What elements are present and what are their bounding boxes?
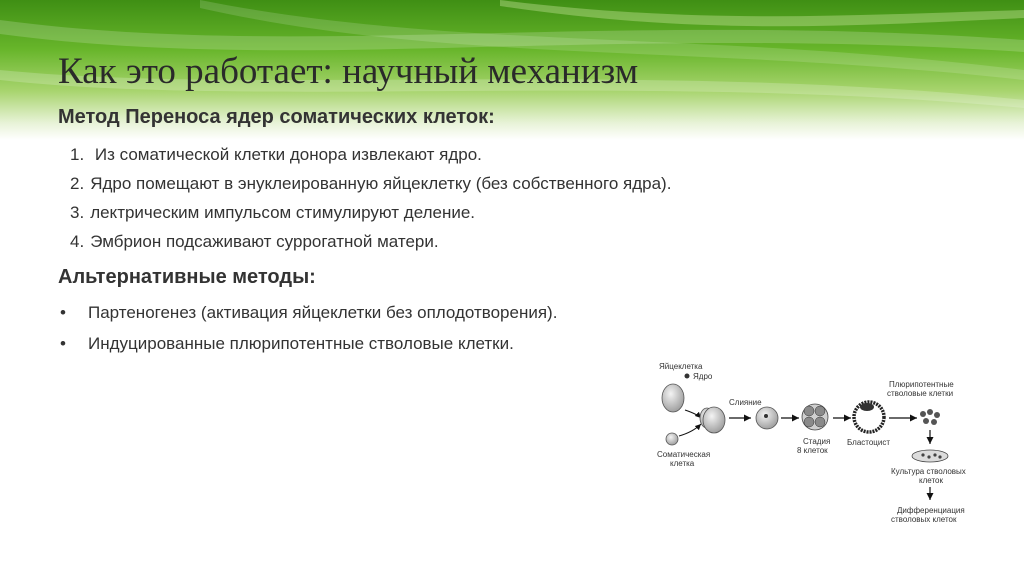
eight-cell-stage-icon: [802, 404, 828, 430]
list-item: 4. Эмбрион подсаживают суррогатной матери.: [70, 232, 439, 251]
egg-cell-icon: [662, 384, 684, 412]
culture-label-line1: Культура стволовых: [891, 467, 966, 476]
zygote-icon: [756, 407, 778, 429]
list-item: 1. Из соматической клетки донора извлекают ядро.: [70, 145, 482, 164]
list-item: 2. Ядро помещают в энуклеированную яйцеклетку (без собственного ядра).: [70, 174, 672, 193]
steps-list: [70, 140, 677, 256]
blastocyst-label: Бластоцист: [847, 438, 891, 447]
pluripotent-label-line1: Плюрипотентные: [889, 380, 954, 389]
somatic-cell-icon: [666, 433, 678, 445]
differentiation-label-line1: Дифференциация: [897, 506, 965, 515]
arrow-icon: [685, 410, 701, 418]
bullet-icon: •: [60, 303, 66, 322]
alternatives-list: [60, 297, 557, 359]
nucleus-label: Ядро: [693, 372, 713, 381]
nucleus-dot-icon: [685, 374, 690, 379]
nucleus-dot-icon: [764, 414, 768, 418]
somatic-label-line2: клетка: [670, 459, 695, 468]
fusion-label: Слияние: [729, 398, 762, 407]
section-heading-scnt: Метод Переноса ядер соматических клеток:: [58, 106, 495, 128]
cloning-process-diagram: [645, 360, 985, 535]
list-item: 3. лектрическим импульсом стимулируют деление.: [70, 203, 476, 222]
pluripotent-label-line2: стволовые клетки: [887, 389, 954, 398]
culture-dish-icon: [912, 450, 948, 462]
stage-label-line1: Стадия: [803, 437, 831, 446]
fused-cell-icon: [703, 407, 725, 433]
list-item: • Индуцированные плюрипотентные стволовые клетки.: [60, 328, 557, 359]
stage-label-line2: 8 клеток: [797, 446, 828, 455]
blastocyst-icon: [854, 402, 884, 432]
list-item: • Партеногенез (активация яйцеклетки без оплодотворения).: [60, 297, 557, 328]
stem-cells-icon: [920, 409, 940, 425]
section-heading-alternatives: Альтернативные методы:: [58, 266, 316, 288]
bullet-icon: •: [60, 334, 66, 353]
differentiation-label-line2: стволовых клеток: [891, 515, 957, 524]
arrow-icon: [679, 424, 701, 436]
egg-label: Яйцеклетка: [659, 362, 703, 371]
slide-title: Как это работает: научный механизм: [58, 51, 639, 92]
somatic-label-line1: Соматическая: [657, 450, 711, 459]
culture-label-line2: клеток: [919, 476, 943, 485]
